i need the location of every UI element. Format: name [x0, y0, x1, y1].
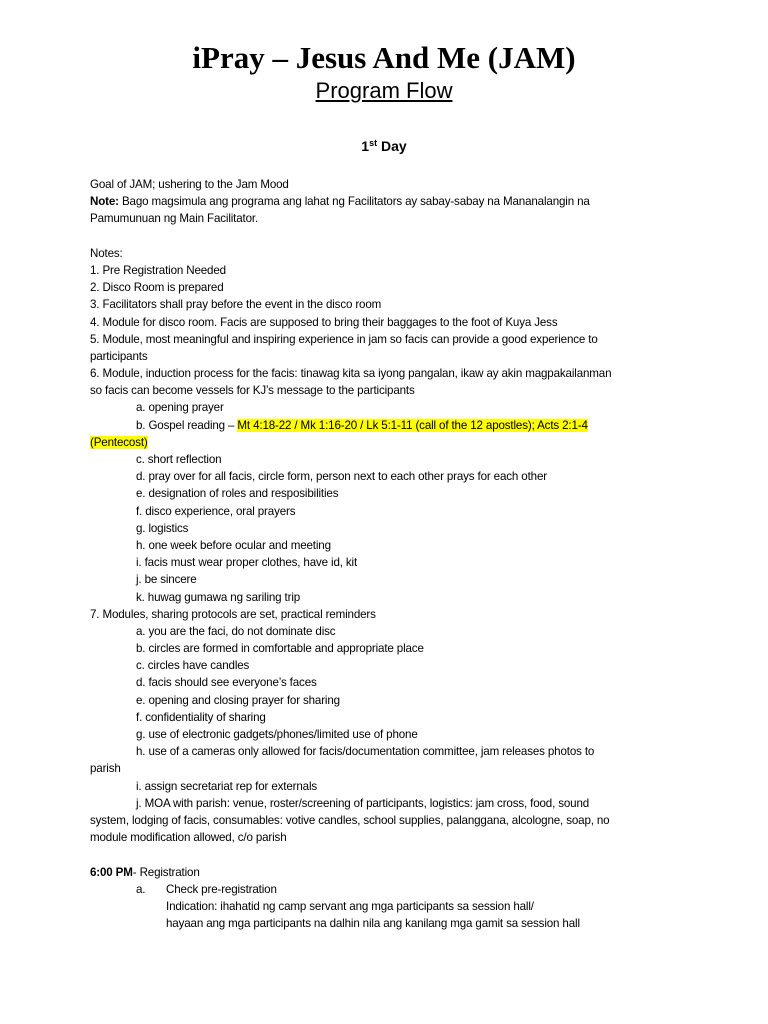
note-line: [90, 193, 690, 210]
list-item: j. MOA with parish: venue, roster/screening of participants, logistics: jam cross, food, sound: [136, 796, 590, 810]
schedule-time-heading: [90, 864, 690, 881]
list-item: a. you are the faci, do not dominate disc: [136, 624, 336, 638]
indication-line: Indication: ihahatid ng camp servant ang mga participants sa session hall/: [166, 899, 534, 913]
note-item-1: 1. Pre Registration Needed: [90, 263, 226, 277]
note-text: Bago magsimula ang programa ang lahat ng Facilitators ay sabay-sabay na Mananalangin na: [118, 195, 590, 209]
day-number: 1: [361, 138, 370, 154]
goal-line: Goal of JAM; ushering to the Jam Mood: [90, 178, 289, 191]
spacer: [90, 228, 690, 245]
list-item: j. be sincere: [136, 573, 197, 587]
list-item: f. confidentiality of sharing: [136, 710, 266, 724]
note-item-2: 2. Disco Room is prepared: [90, 281, 224, 295]
notes-heading: Notes:: [90, 246, 123, 260]
note-item-5: 5. Module, most meaningful and inspiring experience in jam so facis can provide a good experience to: [90, 332, 598, 346]
indication-line-2: hayaan ang mga participants na dalhin nila ang kanilang mga gamit sa session hall: [166, 917, 580, 931]
list-item: d. pray over for all facis, circle form, person next to each other prays for each other: [136, 470, 547, 484]
highlighted-scripture: Mt 4:18-22 / Mk 1:16-20 / Lk 5:1-11 (call of the 12 apostles); Acts 2:1-4: [237, 418, 588, 432]
note-label: Note:: [90, 195, 119, 209]
list-item: i. facis must wear proper clothes, have id, kit: [136, 556, 358, 570]
day-word: Day: [377, 138, 407, 154]
list-item-cont: system, lodging of facis, consumables: votive candles, school supplies, palanggana, alcologne, soap, no: [90, 813, 610, 827]
document-subtitle: Program Flow: [315, 78, 453, 103]
list-item-cont: module modification allowed, c/o parish: [90, 831, 287, 845]
list-item: e. opening and closing prayer for sharing: [136, 693, 340, 707]
schedule-title: - Registration: [132, 865, 200, 879]
list-item: g. logistics: [136, 521, 189, 535]
list-item: b. circles are formed in comfortable and appropriate place: [136, 642, 424, 656]
list-item: c. short reflection: [136, 453, 222, 466]
list-item-cont: parish: [90, 762, 121, 776]
highlighted-scripture-cont: (Pentecost): [90, 435, 148, 449]
list-item: h. use of a cameras only allowed for facis/documentation committee, jam releases photos to: [136, 745, 595, 759]
day-suffix: st: [369, 138, 378, 148]
note-item-7: 7. Modules, sharing protocols are set, practical reminders: [90, 607, 376, 621]
schedule-item-letter: a.: [136, 882, 146, 896]
document-body: [90, 176, 690, 932]
note-item-6-cont: so facis can become vessels for KJ’s message to the participants: [90, 384, 415, 398]
list-item: a. opening prayer: [136, 401, 224, 415]
list-item: h. one week before ocular and meeting: [136, 538, 331, 552]
note-item-4: 4. Module for disco room. Facis are supposed to bring their baggages to the foot of Kuya Jess: [90, 315, 558, 329]
note-item-6: 6. Module, induction process for the facis: tinawag kita sa iyong pangalan, ikaw ay akin magpakailanman: [90, 367, 612, 381]
list-item: i. assign secretariat rep for externals: [136, 779, 318, 793]
gospel-reading-item: [90, 417, 690, 434]
note-item-3: 3. Facilitators shall pray before the event in the disco room: [90, 298, 382, 312]
list-item: f. disco experience, oral prayers: [136, 504, 296, 518]
gospel-reading-label: b. Gospel reading –: [136, 418, 238, 432]
note-line-2: Pamumunuan ng Main Facilitator.: [90, 212, 259, 226]
gospel-reading-cont: [90, 434, 690, 451]
schedule-time: 6:00 PM: [90, 865, 133, 879]
list-item: k. huwag gumawa ng sariling trip: [136, 590, 301, 604]
day-heading: [0, 136, 768, 156]
list-item: d. facis should see everyone’s faces: [136, 676, 317, 690]
list-item: g. use of electronic gadgets/phones/limited use of phone: [136, 728, 418, 741]
list-item: c. circles have candles: [136, 659, 250, 673]
schedule-item-text: Check pre-registration: [166, 882, 277, 896]
spacer: [90, 846, 690, 863]
document-title: iPray – Jesus And Me (JAM): [192, 40, 576, 75]
note-item-5-cont: participants: [90, 349, 148, 363]
list-item: e. designation of roles and resposibilities: [136, 487, 339, 501]
schedule-item-a: [90, 881, 690, 898]
